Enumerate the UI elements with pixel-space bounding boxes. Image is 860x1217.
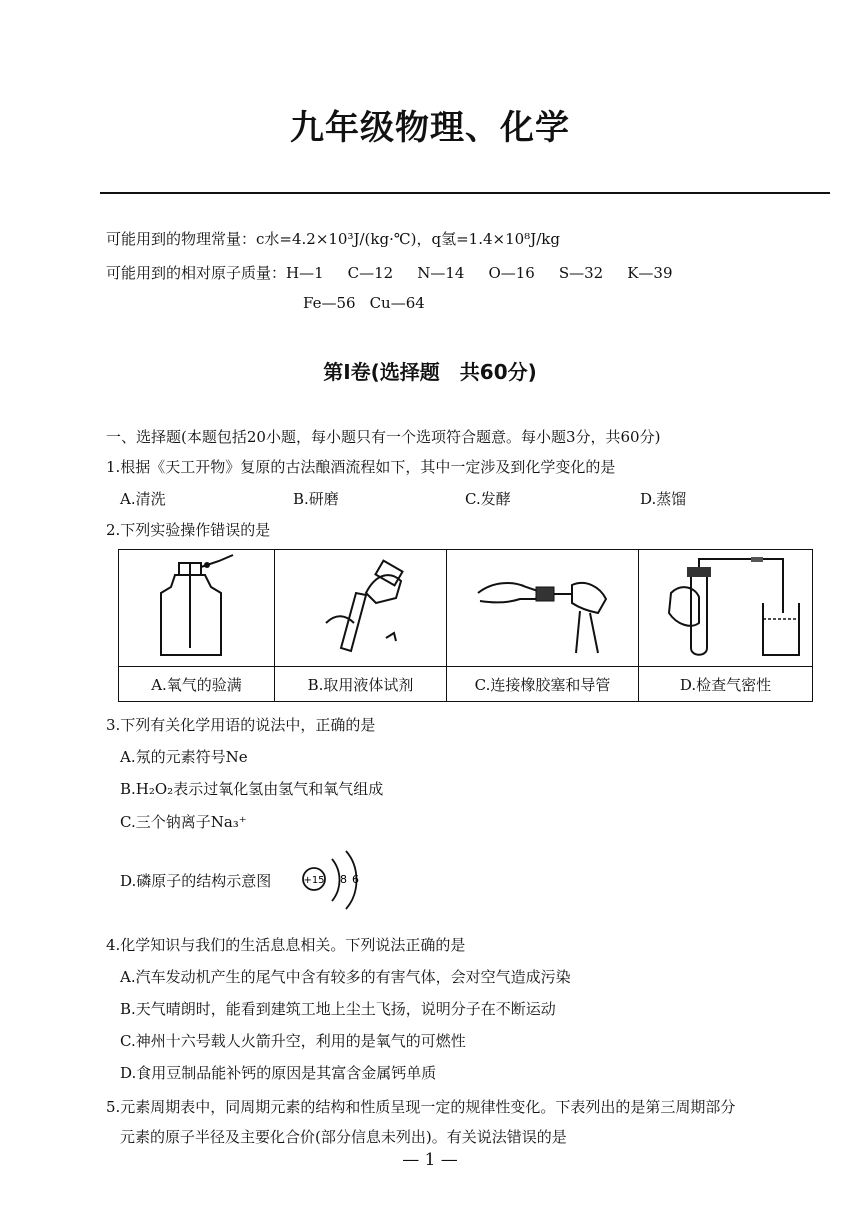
question-5-stem-line-2: 元素的原子半径及主要化合价(部分信息未列出)。有关说法错误的是 <box>120 1128 567 1146</box>
instructions: 一、选择题(本题包括20小题，每小题只有一个选项符合题意。每小题3分，共60分) <box>106 428 661 446</box>
header-divider <box>100 192 830 194</box>
reagent-pouring-icon <box>296 553 426 663</box>
gas-bottle-icon <box>137 553 257 663</box>
mass-o: O—16 <box>488 264 535 282</box>
q4-option-d: D.食用豆制品能补钙的原因是其富含金属钙单质 <box>120 1064 437 1082</box>
q3-option-b: B.H₂O₂表示过氧化氢由氢气和氧气组成 <box>120 780 384 798</box>
page-number: — 1 — <box>402 1150 458 1170</box>
atom-shell-2: 6 <box>352 873 359 886</box>
q3-option-d: D.磷原子的结构示意图 <box>120 872 272 890</box>
atomic-masses-line <box>106 262 673 283</box>
stopper-tube-icon <box>468 553 618 663</box>
question-5-stem-line-1: 5.元素周期表中，同周期元素的结构和性质呈现一定的规律性变化。下表列出的是第三周期部分 <box>106 1098 736 1116</box>
q4-option-b: B.天气晴朗时，能看到建筑工地上尘土飞扬，说明分子在不断运动 <box>120 1000 556 1018</box>
section-title: 第Ⅰ卷(选择题 共60分) <box>323 360 537 384</box>
mass-s: S—32 <box>558 264 604 282</box>
q4-option-c: C.神州十六号载人火箭升空，利用的是氧气的可燃性 <box>120 1032 466 1050</box>
q3-option-c: C.三个钠离子Na₃⁺ <box>120 813 247 831</box>
physics-constants: 可能用到的物理常量：c水=4.2×10³J/(kg·℃)，q氢=1.4×10⁸J/kg <box>106 230 560 248</box>
q2-figure-table <box>118 549 813 702</box>
q4-option-a: A.汽车发动机产生的尾气中含有较多的有害气体，会对空气造成污染 <box>120 968 571 986</box>
mass-h: H—1 <box>286 264 324 282</box>
mass-k: K—39 <box>627 264 673 282</box>
q2-figure-d <box>639 550 813 667</box>
atomic-masses-line-2 <box>303 294 425 312</box>
q2-figure-a <box>119 550 275 667</box>
mass-fe: Fe—56 <box>303 294 356 312</box>
q2-option-c: C.连接橡胶塞和导管 <box>447 667 639 702</box>
q1-option-b: B.研磨 <box>293 490 339 508</box>
q3-option-a: A.氖的元素符号Ne <box>120 748 248 766</box>
q1-option-d: D.蒸馏 <box>640 490 687 508</box>
question-2-stem: 2.下列实验操作错误的是 <box>106 521 271 539</box>
airtightness-check-icon <box>651 553 801 663</box>
q1-option-a: A.清洗 <box>120 490 166 508</box>
q2-option-d: D.检查气密性 <box>639 667 813 702</box>
q2-figure-c <box>447 550 639 667</box>
q1-option-c: C.发酵 <box>465 490 511 508</box>
atomic-masses-label: 可能用到的相对原子质量： <box>106 264 287 282</box>
question-4-stem: 4.化学知识与我们的生活息息相关。下列说法正确的是 <box>106 936 466 954</box>
q2-figure-b <box>275 550 447 667</box>
mass-c: C—12 <box>347 264 394 282</box>
atom-shell-1: 8 <box>340 873 347 886</box>
question-3-stem: 3.下列有关化学用语的说法中，正确的是 <box>106 716 376 734</box>
page-title: 九年级物理、化学 <box>290 108 570 148</box>
mass-n: N—14 <box>417 264 465 282</box>
atom-nucleus-label: +15 <box>303 875 325 886</box>
q2-option-a: A.氧气的验满 <box>119 667 275 702</box>
q2-option-b: B.取用液体试剂 <box>275 667 447 702</box>
question-1-stem: 1.根据《天工开物》复原的古法酿酒流程如下，其中一定涉及到化学变化的是 <box>106 458 616 476</box>
phosphorus-atom-diagram <box>272 845 382 917</box>
mass-cu: Cu—64 <box>369 294 425 312</box>
